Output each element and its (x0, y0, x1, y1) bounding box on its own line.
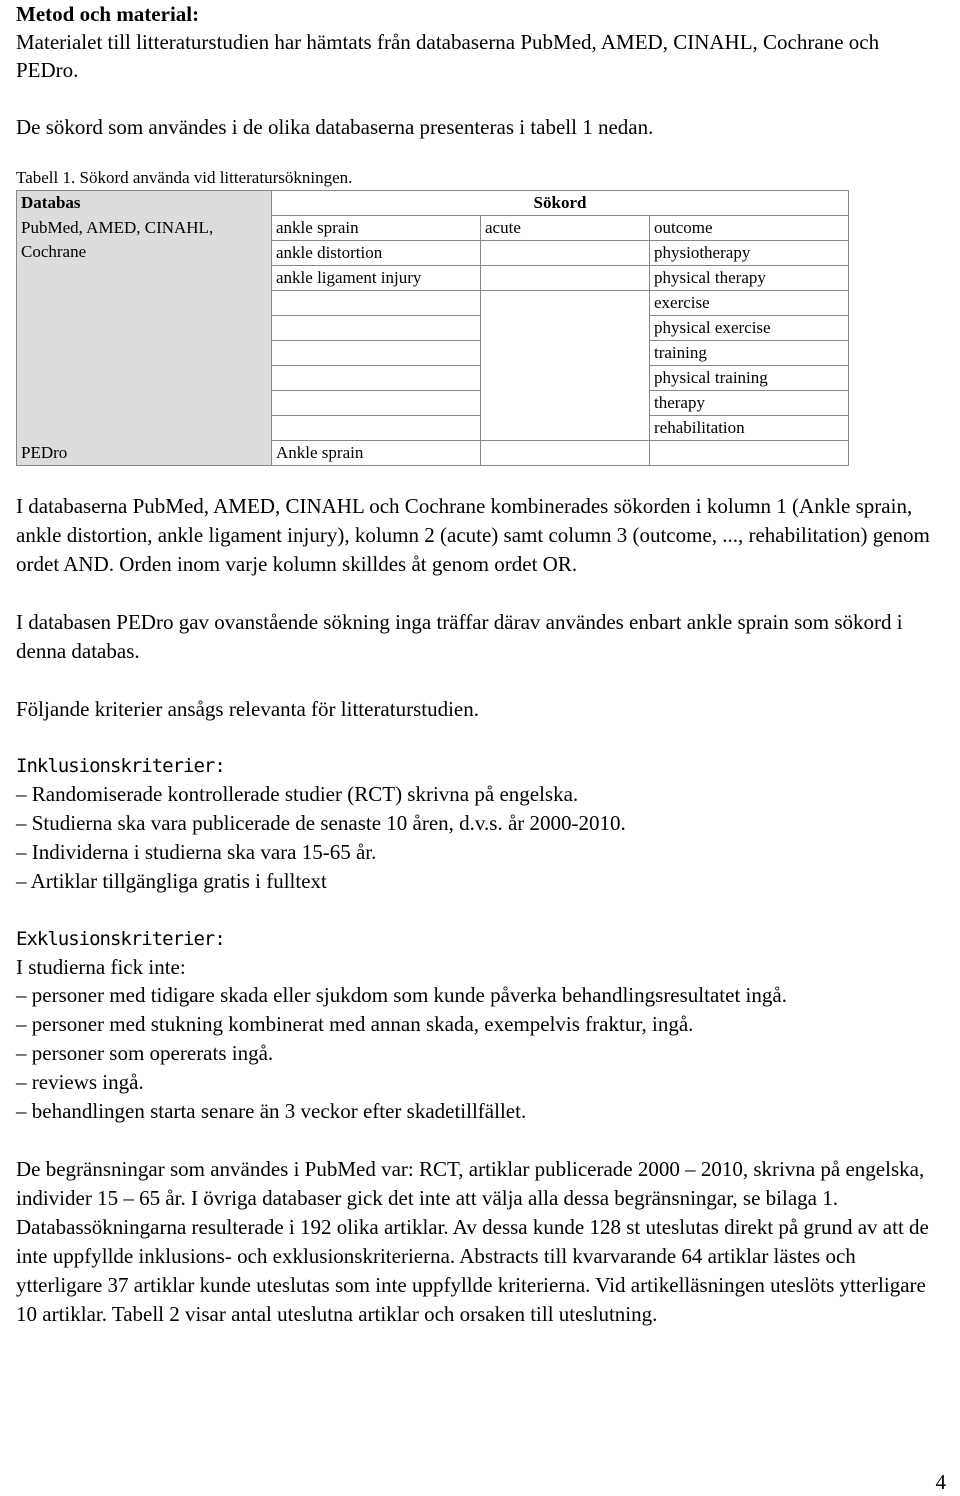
list-item: – personer med stukning kombinerat med annan skada, exempelvis fraktur, ingå. (16, 1010, 946, 1039)
paragraph-pedro: I databasen PEDro gav ovanstående sökning inga träffar därav användes enbart ankle sprain som sökord i denna databas. (16, 610, 903, 663)
table-header-terms: Sökord (272, 191, 849, 216)
table-cell-empty (481, 416, 650, 441)
list-item: – personer som opererats ingå. (16, 1039, 946, 1068)
table-cell-db-empty (17, 341, 272, 366)
table-cell-db-empty (17, 391, 272, 416)
table-cell-term: acute (481, 216, 650, 241)
table-header-database: Databas (17, 191, 272, 216)
document-page (16, 0, 946, 1329)
paragraph-limits: De begränsningar som användes i PubMed var: RCT, artiklar publicerade 2000 – 2010, skrivna på engelska, individer 15 – 65 år. I övriga databaser gick det inte att välja alla dessa begränsningar, se bilaga 1. Databassökningarna resulterade i 192 olika artiklar. Av dessa kunde 128 st uteslutas direkt på grund av att de inte uppfyllde inklusions- och exklusionskriterierna. Abstracts till kvarvarande 64 artiklar lästes och ytterligare 37 artiklar kunde uteslutas som inte uppfyllde kriterierna. Vid artikelläsningen uteslöts ytterligare 10 artiklar. Tabell 2 visar antal uteslutna artiklar och orsaken till uteslutning. (16, 1157, 929, 1326)
paragraph-and: I databaserna PubMed, AMED, CINAHL och Cochrane kombinerades sökorden i kolumn 1 (Ankle sprain, ankle distortion, ankle ligament injury), kolumn 2 (acute) samt column 3 (outcome, ..., rehabilitation) genom ordet AND. Orden inom varje kolumn skilldes åt genom ordet OR. (16, 494, 930, 576)
table-cell-empty (272, 341, 481, 366)
list-item: – Individerna i studierna ska vara 15-65 år. (16, 838, 946, 867)
page-number: 4 (935, 1470, 946, 1494)
list-item: – reviews ingå. (16, 1068, 946, 1097)
table-cell-term: physiotherapy (650, 241, 849, 266)
table-cell-db-empty (17, 291, 272, 316)
list-item: – personer med tidigare skada eller sjukdom som kunde påverka behandlingsresultatet ingå. (16, 981, 946, 1010)
table-cell-empty (272, 366, 481, 391)
inclusion-title: Inklusionskriterier: (16, 755, 225, 777)
table-cell-term: training (650, 341, 849, 366)
table-cell-term: physical therapy (650, 266, 849, 291)
table-cell-term: therapy (650, 391, 849, 416)
table-cell-empty (481, 366, 650, 391)
table-cell-term: ankle distortion (272, 241, 481, 266)
table-cell-term: rehabilitation (650, 416, 849, 441)
table-cell-empty (272, 416, 481, 441)
search-terms-table (16, 190, 849, 466)
table-cell-empty (272, 391, 481, 416)
table-cell-empty (481, 341, 650, 366)
table-cell-term: Ankle sprain (272, 441, 481, 466)
list-item: – Studierna ska vara publicerade de senaste 10 åren, d.v.s. år 2000-2010. (16, 809, 946, 838)
table-cell-term: physical exercise (650, 316, 849, 341)
intro-paragraph-2: De sökord som användes i de olika databaserna presenteras i tabell 1 nedan. (16, 115, 654, 139)
table-cell-db-empty (17, 316, 272, 341)
table-cell-term: exercise (650, 291, 849, 316)
table-cell-empty (481, 316, 650, 341)
list-item: – behandlingen starta senare än 3 veckor efter skadetillfället. (16, 1097, 946, 1126)
table-cell-empty (272, 316, 481, 341)
inclusion-list (16, 780, 946, 896)
table-cell-term: ankle ligament injury (272, 266, 481, 291)
table-cell-db-empty (17, 366, 272, 391)
table-cell-term: outcome (650, 216, 849, 241)
table-cell-db-empty (17, 416, 272, 441)
intro-paragraph: Materialet till litteraturstudien har hämtats från databaserna PubMed, AMED, CINAHL, Cochrane och PEDro. (16, 30, 880, 82)
exclusion-intro: I studierna fick inte: (16, 955, 186, 979)
table-cell-empty (650, 441, 849, 466)
table-cell-empty (481, 441, 650, 466)
table-cell-db: PEDro (17, 441, 272, 466)
table-cell-empty (481, 266, 650, 291)
table-cell-empty (272, 291, 481, 316)
exclusion-list (16, 981, 946, 1126)
table-cell-empty (481, 241, 650, 266)
table-cell-empty (481, 291, 650, 316)
list-item: – Artiklar tillgängliga gratis i fulltext (16, 867, 946, 896)
list-item: – Randomiserade kontrollerade studier (RCT) skrivna på engelska. (16, 780, 946, 809)
table-caption: Tabell 1. Sökord använda vid litteratursökningen. (16, 168, 353, 187)
table-cell-term: physical training (650, 366, 849, 391)
table-cell-empty (481, 391, 650, 416)
exclusion-title: Exklusionskriterier: (16, 928, 225, 950)
table-cell-term: ankle sprain (272, 216, 481, 241)
table-cell-db: PubMed, AMED, CINAHL, Cochrane (17, 216, 272, 266)
paragraph-criteria: Följande kriterier ansågs relevanta för litteraturstudien. (16, 697, 479, 721)
section-heading: Metod och material: (16, 2, 200, 26)
table-cell-db-empty (17, 266, 272, 291)
